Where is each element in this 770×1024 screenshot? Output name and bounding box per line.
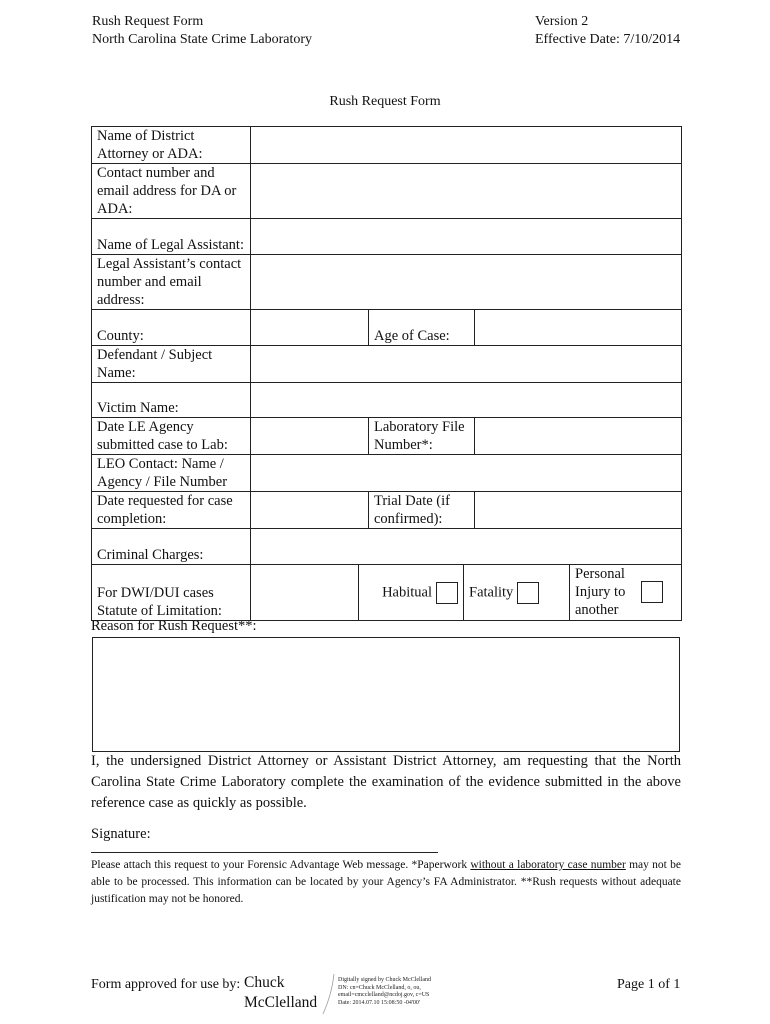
da-name-field[interactable] — [251, 127, 682, 164]
note-part2: may not be able to be processed. This information can be located by your Agency’s FA Administrator. **Rush requests without adequate justification may not be honored. — [91, 859, 681, 905]
da-name-label: Name of District Attorney or ADA: — [92, 127, 251, 164]
statute-limitation-field[interactable] — [251, 565, 359, 621]
page-title: Rush Request Form — [329, 94, 441, 109]
legal-assistant-field[interactable] — [251, 219, 682, 255]
habitual-checkbox[interactable] — [436, 582, 458, 604]
instructions-note — [91, 857, 681, 908]
lab-file-field[interactable] — [475, 418, 682, 455]
fatality-option[interactable] — [464, 565, 570, 621]
victim-label: Victim Name: — [92, 383, 251, 418]
date-le-field[interactable] — [251, 418, 369, 455]
digital-signature-block — [338, 977, 468, 1007]
leo-contact-field[interactable] — [251, 455, 682, 492]
defendant-field[interactable] — [251, 346, 682, 383]
da-contact-label: Contact number and email address for DA or ADA: — [92, 164, 251, 219]
request-form-table — [91, 126, 682, 621]
reason-label: Reason for Rush Request**: — [91, 618, 257, 634]
personal-injury-checkbox[interactable] — [641, 581, 663, 603]
personal-injury-label: Personal Injury to another — [575, 566, 626, 618]
signer-first: Chuck — [244, 974, 285, 991]
habitual-label: Habitual — [382, 583, 432, 600]
header-left — [92, 13, 312, 49]
personal-injury-option[interactable] — [570, 565, 682, 621]
digital-sig-line: DN: cn=Chuck McClelland, o, ou, — [338, 984, 421, 991]
county-label: County: — [92, 310, 251, 346]
habitual-option[interactable] — [359, 565, 464, 621]
age-of-case-field[interactable] — [475, 310, 682, 346]
fatality-checkbox[interactable] — [517, 582, 539, 604]
header-right — [535, 13, 680, 49]
note-part1: Please attach this request to your Forensic Advantage Web message. *Paperwork — [91, 859, 471, 871]
date-requested-field[interactable] — [251, 492, 369, 529]
note-underlined: without a laboratory case number — [470, 859, 626, 871]
digital-sig-line: Digitally signed by Chuck McClelland — [338, 977, 431, 983]
signer-name — [244, 973, 317, 1013]
trial-date-label: Trial Date (if confirmed): — [369, 492, 475, 529]
dwi-label-line2: Statute of Limitation: — [97, 603, 222, 619]
victim-field[interactable] — [251, 383, 682, 418]
digital-sig-line: Date: 2014.07.10 15:08:50 -04'00' — [338, 999, 420, 1006]
dwi-label-line1: For DWI/DUI cases — [97, 585, 214, 601]
page-number: Page 1 of 1 — [617, 977, 681, 992]
county-field[interactable] — [251, 310, 369, 346]
fatality-label: Fatality — [469, 583, 514, 600]
signature-line[interactable] — [91, 852, 438, 853]
header-effective-date: Effective Date: 7/10/2014 — [535, 32, 681, 47]
age-of-case-label: Age of Case: — [369, 310, 475, 346]
approved-by-label: Form approved for use by: — [91, 977, 241, 992]
dwi-label — [92, 565, 251, 621]
reason-textarea[interactable] — [92, 637, 680, 752]
signature-slash-icon — [320, 972, 340, 1016]
la-contact-label: Legal Assistant’s contact number and email address: — [92, 255, 251, 310]
header-lab-name: North Carolina State Crime Laboratory — [92, 32, 313, 47]
criminal-charges-label: Criminal Charges: — [92, 529, 251, 565]
signer-last: McClelland — [244, 994, 318, 1011]
legal-assistant-label: Name of Legal Assistant: — [92, 219, 251, 255]
lab-file-label: Laboratory File Number*: — [369, 418, 475, 455]
digital-sig-line: email=cmcclelland@ncdoj.gov, c=US — [338, 992, 430, 998]
attestation-statement: I, the undersigned District Attorney or Assistant District Attorney, am requesting that the North Carolina State Crime Laboratory complete the examination of the evidence submitted in the above reference case as quickly as possible. — [91, 753, 681, 811]
header-version: Version 2 — [535, 14, 589, 29]
date-requested-label: Date requested for case completion: — [92, 492, 251, 529]
signature-label: Signature: — [91, 826, 151, 842]
leo-contact-label: LEO Contact: Name / Agency / File Number — [92, 455, 251, 492]
la-contact-field[interactable] — [251, 255, 682, 310]
criminal-charges-field[interactable] — [251, 529, 682, 565]
date-le-label: Date LE Agency submitted case to Lab: — [92, 418, 251, 455]
trial-date-field[interactable] — [475, 492, 682, 529]
defendant-label: Defendant / Subject Name: — [92, 346, 251, 383]
da-contact-field[interactable] — [251, 164, 682, 219]
header-form-name: Rush Request Form — [92, 14, 204, 29]
